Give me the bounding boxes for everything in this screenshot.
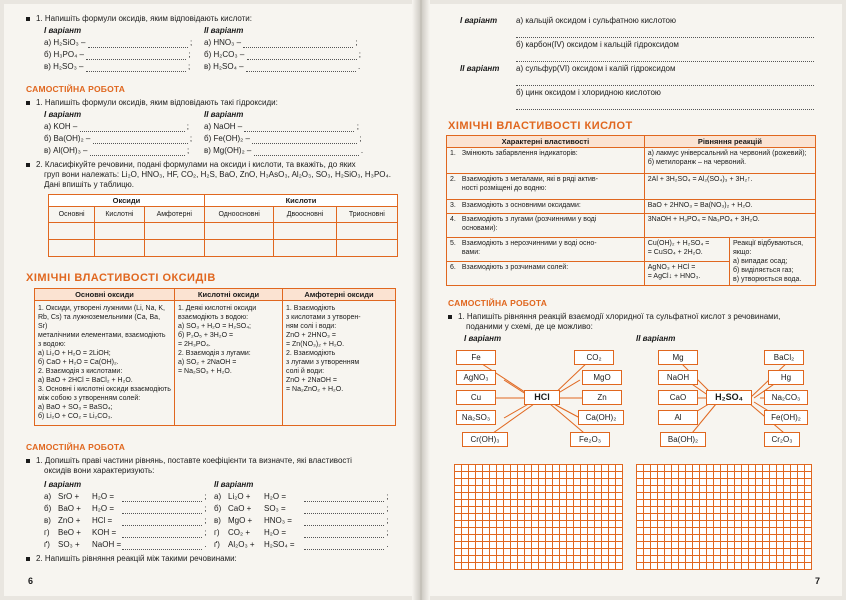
scheme-node: BaCl₂ (764, 350, 804, 365)
table-col: Амфотерні (144, 207, 204, 223)
equation-row[interactable]: г) CO₂ + H₂O = ; (214, 528, 389, 537)
cell-line: б) CaO + H₂O = Ca(OH)₂. (38, 359, 119, 366)
table-cell[interactable] (274, 240, 336, 257)
table-header: Амфотерні оксиди (283, 289, 396, 301)
variant2-label: ІІ варіант (636, 334, 676, 343)
cell-line: ZnO + 2NaOH = (286, 377, 337, 384)
table-col: Кислотні (95, 207, 144, 223)
cell-line: 2. Взаємодіють (286, 350, 336, 357)
scheme-node: Mg (658, 350, 698, 365)
task4-heading: 1. Допишіть праві частини рівнянь, поставте коефіцієнти та визначте, які властивості (26, 456, 352, 466)
table-header: Оксиди (49, 195, 205, 207)
cell-line: б) Li₂O + CO₂ = Li₂CO₃. (38, 413, 113, 420)
property-cell: Взаємодіють з лугами (розчинними у воді основами): (459, 214, 644, 238)
cell-line: солі й води: (286, 368, 325, 375)
row-number: 2. (447, 174, 459, 200)
table-col: Двоосновні (274, 207, 336, 223)
table-cell[interactable] (49, 240, 95, 257)
table-header: Основні оксиди (35, 289, 175, 301)
task3-line: Дані впишіть у таблицю. (44, 180, 134, 189)
task5-heading: 2. Напишіть рівняння реакцій між такими речовинами: (26, 554, 237, 564)
cell-line: 3. Основні і кислотні оксиди взаємодіють (38, 386, 171, 393)
equation-row[interactable]: а) Li₂O + H₂O = ; (214, 492, 389, 501)
equation-cell: 2Al + 3H₂SO₄ = Al₂(SO₄)₃ + 3H₂↑. (644, 174, 815, 200)
answer-line[interactable]: в) Al(OH)₃ – ; (44, 146, 190, 155)
row-number: 1. (447, 148, 459, 174)
table-cell[interactable] (144, 223, 204, 240)
section-heading: САМОСТІЙНА РОБОТА (26, 442, 126, 452)
cell-line: = Zn(NO₃)₂ + H₂O. (286, 341, 345, 348)
cell-line: ням солі і води: (286, 323, 337, 330)
cell-line: з водою: (38, 341, 66, 348)
answer-line[interactable]: а) KOH – ; (44, 122, 190, 131)
page-number: 6 (28, 576, 34, 586)
table-header: Рівняння реакцій (644, 136, 815, 148)
cell-line: з кислотами з утворен- (286, 314, 361, 321)
equation-cell: 3NaOH + H₃PO₄ = Na₃PO₄ + 3H₂O. (644, 214, 815, 238)
scheme-node: CaO (658, 390, 698, 405)
scheme-node: CO₂ (574, 350, 614, 365)
answer-line[interactable]: а) HNO₃ – ; (204, 38, 358, 47)
scheme-node: Hg (768, 370, 804, 385)
scheme-node: Zn (582, 390, 622, 405)
answer-line[interactable]: б) Fe(OH)₂ – ; (204, 134, 362, 143)
variant1-label: І варіант (44, 480, 82, 489)
table-cell[interactable] (204, 223, 273, 240)
row-number: 3. (447, 200, 459, 214)
variant1-label: І варіант (460, 16, 498, 25)
page-right (424, 4, 842, 596)
variant1-label: І варіант (44, 26, 82, 35)
classification-table (48, 194, 398, 257)
variant1-label: І варіант (464, 334, 502, 343)
property-cell: Взаємодіють з розчинами солей: (459, 262, 644, 286)
cell-line: а) BaO + 2HCl = BaCl₂ + H₂O. (38, 377, 133, 384)
cell-line: а) SO₃ + H₂O = H₂SO₄; (178, 323, 251, 330)
task-line: поданими у схемі, де це можливо: (466, 322, 593, 331)
scheme-node: Na₂SO₃ (456, 410, 496, 425)
scheme-node: Fe (456, 350, 496, 365)
equation-row[interactable]: в) MgO + HNO₃ = ; (214, 516, 389, 525)
cell-line: = 2H₃PO₄. (178, 341, 211, 348)
answer-grid-variant1[interactable] (454, 464, 623, 570)
variant1-label: І варіант (44, 110, 82, 119)
table-cell[interactable] (49, 223, 95, 240)
scheme-node: Cu (456, 390, 496, 405)
table-header: Кислотні оксиди (175, 289, 283, 301)
task3-heading: 2. Класифікуйте речовини, подані формулами на оксиди і кислоти, та вкажіть, до яких (26, 160, 356, 170)
table-col: Триосновні (336, 207, 397, 223)
answer-line[interactable] (516, 54, 814, 62)
equation-row[interactable]: в) ZnO + HCl = ; (44, 516, 207, 525)
row-number: 5. (447, 238, 459, 262)
variant2-label: ІІ варіант (214, 480, 254, 489)
property-cell: Взаємодіють з металами, які в ряді актив- ності розміщені до водню: (459, 174, 644, 200)
scheme-node: Cr(OH)₃ (462, 432, 508, 447)
task3-line: груп вони належать: Li₂O, HNO₃, HF, CO₂, H₂S, BaO, ZnO, H₃AsO₃, Al₂O₃, SO₃, H₂SiO₃, H₃PO₄. (44, 170, 391, 179)
scheme-center-h2so4: H₂SO₄ (706, 390, 752, 405)
answer-line[interactable]: в) H₂SO₄ – . (204, 62, 361, 71)
cell-line: а) SO₂ + 2NaOH = (178, 359, 237, 366)
cell-line: взаємодіють з водою: (178, 314, 249, 321)
answer-line[interactable]: а) NaOH – ; (204, 122, 359, 131)
table-cell[interactable] (95, 240, 144, 257)
oxides-title: ХІМІЧНІ ВЛАСТИВОСТІ ОКСИДІВ (26, 272, 216, 284)
answer-line[interactable]: б) Ba(OH)₂ – ; (44, 134, 193, 143)
cell-line: 2. Взаємодія з лугами: (178, 350, 251, 357)
cell-line: металічними елементами, взаємодіють (38, 332, 166, 339)
equation-prompt: б) цинк оксидом і хлоридною кислотою (516, 88, 661, 97)
table-cell[interactable] (204, 240, 273, 257)
cell-line: б) P₂O₅ + 3H₂O = (178, 332, 234, 339)
answer-line[interactable]: б) H₃PO₄ – ; (44, 50, 191, 59)
answer-line[interactable]: а) H₂SiO₃ – ; (44, 38, 193, 47)
answer-line[interactable] (516, 78, 814, 86)
acids-title: ХІМІЧНІ ВЛАСТИВОСТІ КИСЛОТ (448, 120, 633, 132)
equation-cell: а) лакмус універсальний на червоний (рожевий); б) метилоранж – на червоний. (644, 148, 815, 174)
scheme-node: Al (658, 410, 698, 425)
cell-line: а) BaO + SO₃ = BaSO₄; (38, 404, 113, 411)
scheme-node: Ba(OH)₂ (660, 432, 706, 447)
property-cell: Змінюють забарвлення індикаторів: (459, 148, 644, 174)
task1-heading: 1. Напишіть формули оксидів, яким відповідають кислоти: (26, 14, 252, 24)
table-cell[interactable] (336, 240, 397, 257)
section-heading: САМОСТІЙНА РОБОТА (448, 298, 548, 308)
property-cell: Взаємодіють з нерозчинними у воді осно- вами: (459, 238, 644, 262)
task4-line: оксидів вони характеризують: (44, 466, 155, 475)
page-number: 7 (814, 576, 820, 586)
table-cell[interactable] (274, 223, 336, 240)
task-heading: 1. Напишіть рівняння реакцій взаємодії хлоридної та сульфатної кислот з речовинами, (448, 312, 780, 322)
equation-row[interactable]: а) SrO + H₂O = ; (44, 492, 207, 501)
table-header: Кислоти (204, 195, 397, 207)
scheme-node: MgO (582, 370, 622, 385)
row-number: 6. (447, 262, 459, 286)
scheme-node: AgNO₃ (456, 370, 496, 385)
cell-line: 1. Взаємодіють (286, 305, 336, 312)
answer-line[interactable]: в) Mg(OH)₂ – . (204, 146, 364, 155)
scheme-node: Ca(OH)₂ (578, 410, 624, 425)
scheme-node: Na₂CO₃ (764, 390, 808, 405)
equations-variant2 (214, 492, 388, 552)
row-number: 4. (447, 214, 459, 238)
table-cell[interactable] (144, 240, 204, 257)
equation-cell: BaO + 2HNO₃ = Ba(NO₃)₂ + H₂O. (644, 200, 815, 214)
cell-line: а) Li₂O + H₂O = 2LiOH; (38, 350, 111, 357)
equation-cell: AgNO₃ + HCl = = AgCl↓ + HNO₃. (644, 262, 729, 286)
cell-line: = Na₂SO₃ + H₂O. (178, 368, 232, 375)
equation-row[interactable]: ґ) SO₃ + NaOH = . (44, 540, 207, 549)
equation-prompt: а) кальцій оксидом і сульфатною кислотою (516, 16, 676, 25)
equation-prompt: а) сульфур(VI) оксидом і калій гідроксидом (516, 64, 676, 73)
basic-oxides-cell (35, 301, 175, 426)
cell-line: між собою з утворенням солей: (38, 395, 141, 402)
scheme-node: NaOH (658, 370, 698, 385)
variant2-label: ІІ варіант (204, 110, 244, 119)
equation-row[interactable]: г) BeO + KOH = ; (44, 528, 207, 537)
scheme-node: Fe(OH)₂ (764, 410, 808, 425)
answer-line[interactable] (516, 102, 814, 110)
amphoteric-oxides-cell (283, 301, 396, 426)
answer-grid-variant2[interactable] (636, 464, 812, 570)
equation-cell: Cu(OH)₂ + H₂SO₄ = = CuSO₄ + 2H₂O. (644, 238, 729, 262)
equation-prompt: б) карбон(IV) оксидом і кальцій гідроксидом (516, 40, 679, 49)
property-cell: Взаємодіють з основними оксидами: (459, 200, 644, 214)
table-cell[interactable] (95, 223, 144, 240)
answer-line[interactable]: б) H₂CO₃ – ; (204, 50, 361, 59)
table-col: Основні (49, 207, 95, 223)
cell-line: 1. Оксиди, утворені лужними (Li, Na, K, (38, 305, 165, 312)
page-left (4, 4, 418, 596)
variant2-label: ІІ варіант (460, 64, 500, 73)
reaction-conditions-note: Реакції відбуваються, якщо: а) випадає осад; б) виділяється газ; в) утворюється вода. (730, 238, 816, 286)
book-gutter (412, 0, 430, 600)
variant2-label: ІІ варіант (204, 26, 244, 35)
cell-line: Rb, Cs) та лужноземельними (Ca, Ba, Sr) (38, 314, 161, 330)
cell-line: з лугами з утворенням (286, 359, 360, 366)
table-col: Одноосновні (204, 207, 273, 223)
task2-heading: 1. Напишіть формули оксидів, яким відповідають такі гідроксиди: (26, 98, 278, 108)
equations-variant1 (44, 492, 206, 552)
cell-line: 1. Деякі кислотні оксиди (178, 305, 257, 312)
section-heading: САМОСТІЙНА РОБОТА (26, 84, 126, 94)
table-header: Характерні властивості (447, 136, 645, 148)
answer-line[interactable] (516, 30, 814, 38)
oxides-table (34, 288, 396, 426)
acids-table (446, 135, 816, 286)
scheme-node: Fe₂O₃ (570, 432, 610, 447)
table-cell[interactable] (336, 223, 397, 240)
cell-line: 2. Взаємодія з кислотами: (38, 368, 123, 375)
answer-line[interactable]: в) H₂SO₃ – ; (44, 62, 191, 71)
scheme-center-hcl: HCl (524, 390, 560, 405)
acidic-oxides-cell (175, 301, 283, 426)
equation-row[interactable]: б) CaO + SO₃ = ; (214, 504, 389, 513)
cell-line: = Na₂ZnO₂ + H₂O. (286, 386, 344, 393)
cell-line: ZnO + 2HNO₃ = (286, 332, 336, 339)
equation-row[interactable]: б) BaO + H₂O = ; (44, 504, 207, 513)
equation-row[interactable]: ґ) Al₂O₃ + H₂SO₄ = . (214, 540, 389, 549)
scheme-node: Cr₂O₃ (764, 432, 800, 447)
